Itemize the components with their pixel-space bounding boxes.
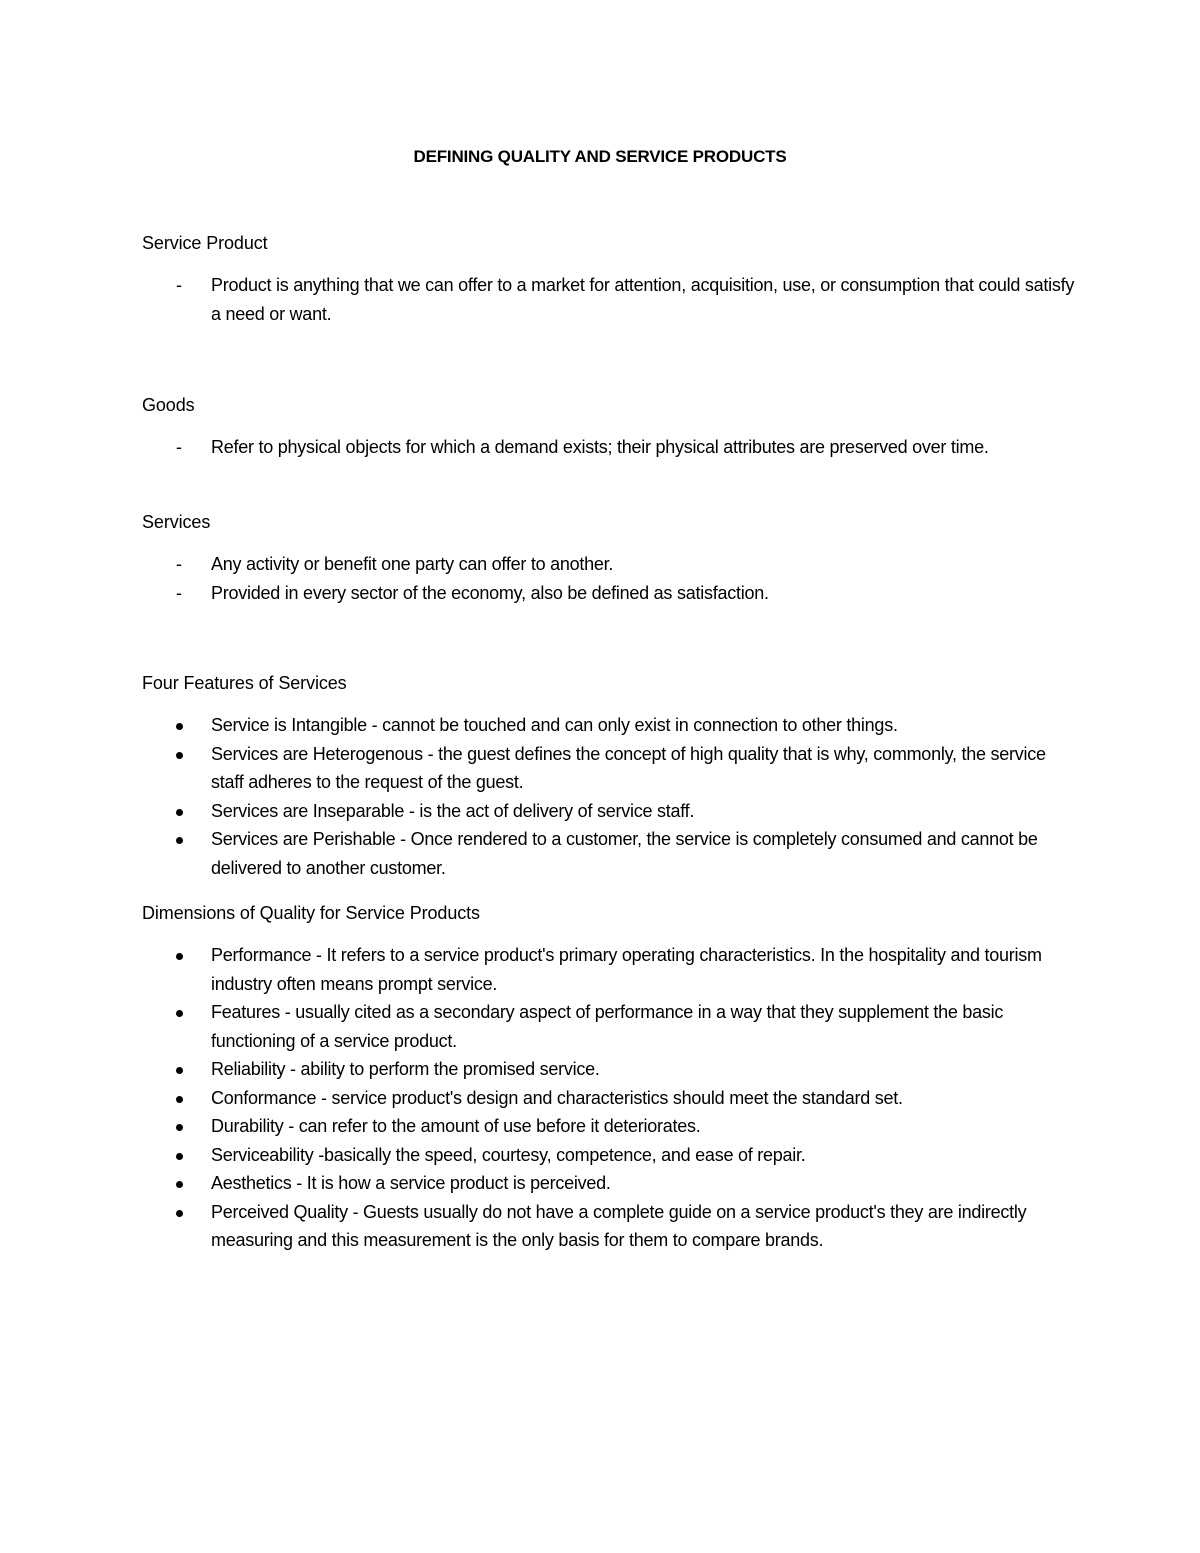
section-heading: Service Product bbox=[142, 233, 268, 253]
list-item-text: Services are Perishable - Once rendered to a customer, the service is completely consumed and cannot be delivered to another customer. bbox=[211, 829, 1038, 878]
list-item-text: Perceived Quality - Guests usually do not have a complete guide on a service product's they are indirectly measuring and this measurement is the only basis for them to compare brands. bbox=[211, 1201, 1027, 1250]
list-item bbox=[142, 1112, 1082, 1141]
list-item-text: Services are Inseparable - is the act of delivery of service staff. bbox=[211, 800, 695, 821]
list-item bbox=[142, 825, 1082, 882]
section-heading: Goods bbox=[142, 395, 195, 415]
section-heading: Four Features of Services bbox=[142, 673, 347, 693]
list-item-text: Product is anything that we can offer to a market for attention, acquisition, use, or consumption that could satisfy a need or want. bbox=[211, 275, 1075, 324]
bullet-icon bbox=[176, 1210, 183, 1217]
list-item-text: Serviceability -basically the speed, courtesy, competence, and ease of repair. bbox=[211, 1144, 806, 1165]
bullet-icon bbox=[176, 752, 183, 759]
list-item-text: Services are Heterogenous - the guest defines the concept of high quality that is why, commonly, the service staff adheres to the request of the guest. bbox=[211, 743, 1046, 792]
list-item-text: Performance - It refers to a service product's primary operating characteristics. In the hospitality and tourism industry often means prompt service. bbox=[211, 945, 1042, 994]
list-item bbox=[142, 1169, 1082, 1198]
bullet-icon bbox=[176, 1181, 183, 1188]
list-item bbox=[142, 941, 1082, 998]
dash-marker: - bbox=[176, 582, 182, 603]
list-item-text: Refer to physical objects for which a demand exists; their physical attributes are preserved over time. bbox=[211, 437, 989, 457]
list-item bbox=[142, 1084, 1082, 1113]
section-service-product bbox=[142, 232, 1082, 328]
bullet-icon bbox=[176, 723, 183, 730]
list-item-text: Any activity or benefit one party can offer to another. bbox=[211, 554, 614, 574]
list-item bbox=[142, 579, 1082, 608]
dash-marker: - bbox=[176, 275, 182, 295]
dash-marker: - bbox=[176, 437, 182, 457]
dash-list bbox=[142, 271, 1082, 328]
section-heading: Services bbox=[142, 512, 211, 532]
bullet-icon bbox=[176, 1124, 183, 1131]
list-item bbox=[142, 998, 1082, 1055]
section-goods bbox=[142, 394, 1082, 462]
list-item-text: Features - usually cited as a secondary aspect of performance in a way that they supplement the basic functioning of a service product. bbox=[211, 1002, 1004, 1051]
bullet-list bbox=[142, 941, 1082, 1255]
bullet-icon bbox=[176, 1067, 183, 1074]
list-item-text: Provided in every sector of the economy, also be defined as satisfaction. bbox=[211, 582, 769, 603]
list-item bbox=[142, 271, 1082, 328]
bullet-icon bbox=[176, 1153, 183, 1160]
list-item bbox=[142, 433, 1082, 462]
list-item-text: Aesthetics - It is how a service product is perceived. bbox=[211, 1173, 611, 1193]
list-item bbox=[142, 740, 1082, 797]
list-item bbox=[142, 550, 1082, 579]
list-item bbox=[142, 797, 1082, 826]
bullet-icon bbox=[176, 953, 183, 960]
section-four-features bbox=[142, 672, 1082, 882]
list-item-text: Durability - can refer to the amount of use before it deteriorates. bbox=[211, 1116, 701, 1136]
list-item bbox=[142, 1055, 1082, 1084]
bullet-icon bbox=[176, 809, 183, 816]
bullet-icon bbox=[176, 1096, 183, 1103]
dash-list bbox=[142, 550, 1082, 607]
list-item-text: Conformance - service product's design and characteristics should meet the standard set. bbox=[211, 1087, 903, 1108]
section-heading: Dimensions of Quality for Service Products bbox=[142, 903, 480, 923]
dash-marker: - bbox=[176, 554, 182, 574]
list-item bbox=[142, 1198, 1082, 1255]
bullet-icon bbox=[176, 837, 183, 844]
section-services bbox=[142, 511, 1082, 607]
page-title: DEFINING QUALITY AND SERVICE PRODUCTS bbox=[413, 147, 787, 166]
bullet-icon bbox=[176, 1010, 183, 1017]
list-item-text: Service is Intangible - cannot be touched and can only exist in connection to other things. bbox=[211, 715, 898, 735]
bullet-list bbox=[142, 711, 1082, 882]
list-item bbox=[142, 711, 1082, 740]
list-item bbox=[142, 1141, 1082, 1170]
list-item-text: Reliability - ability to perform the promised service. bbox=[211, 1059, 600, 1079]
dash-list bbox=[142, 433, 1082, 462]
section-dimensions-of-quality bbox=[142, 902, 1082, 1255]
